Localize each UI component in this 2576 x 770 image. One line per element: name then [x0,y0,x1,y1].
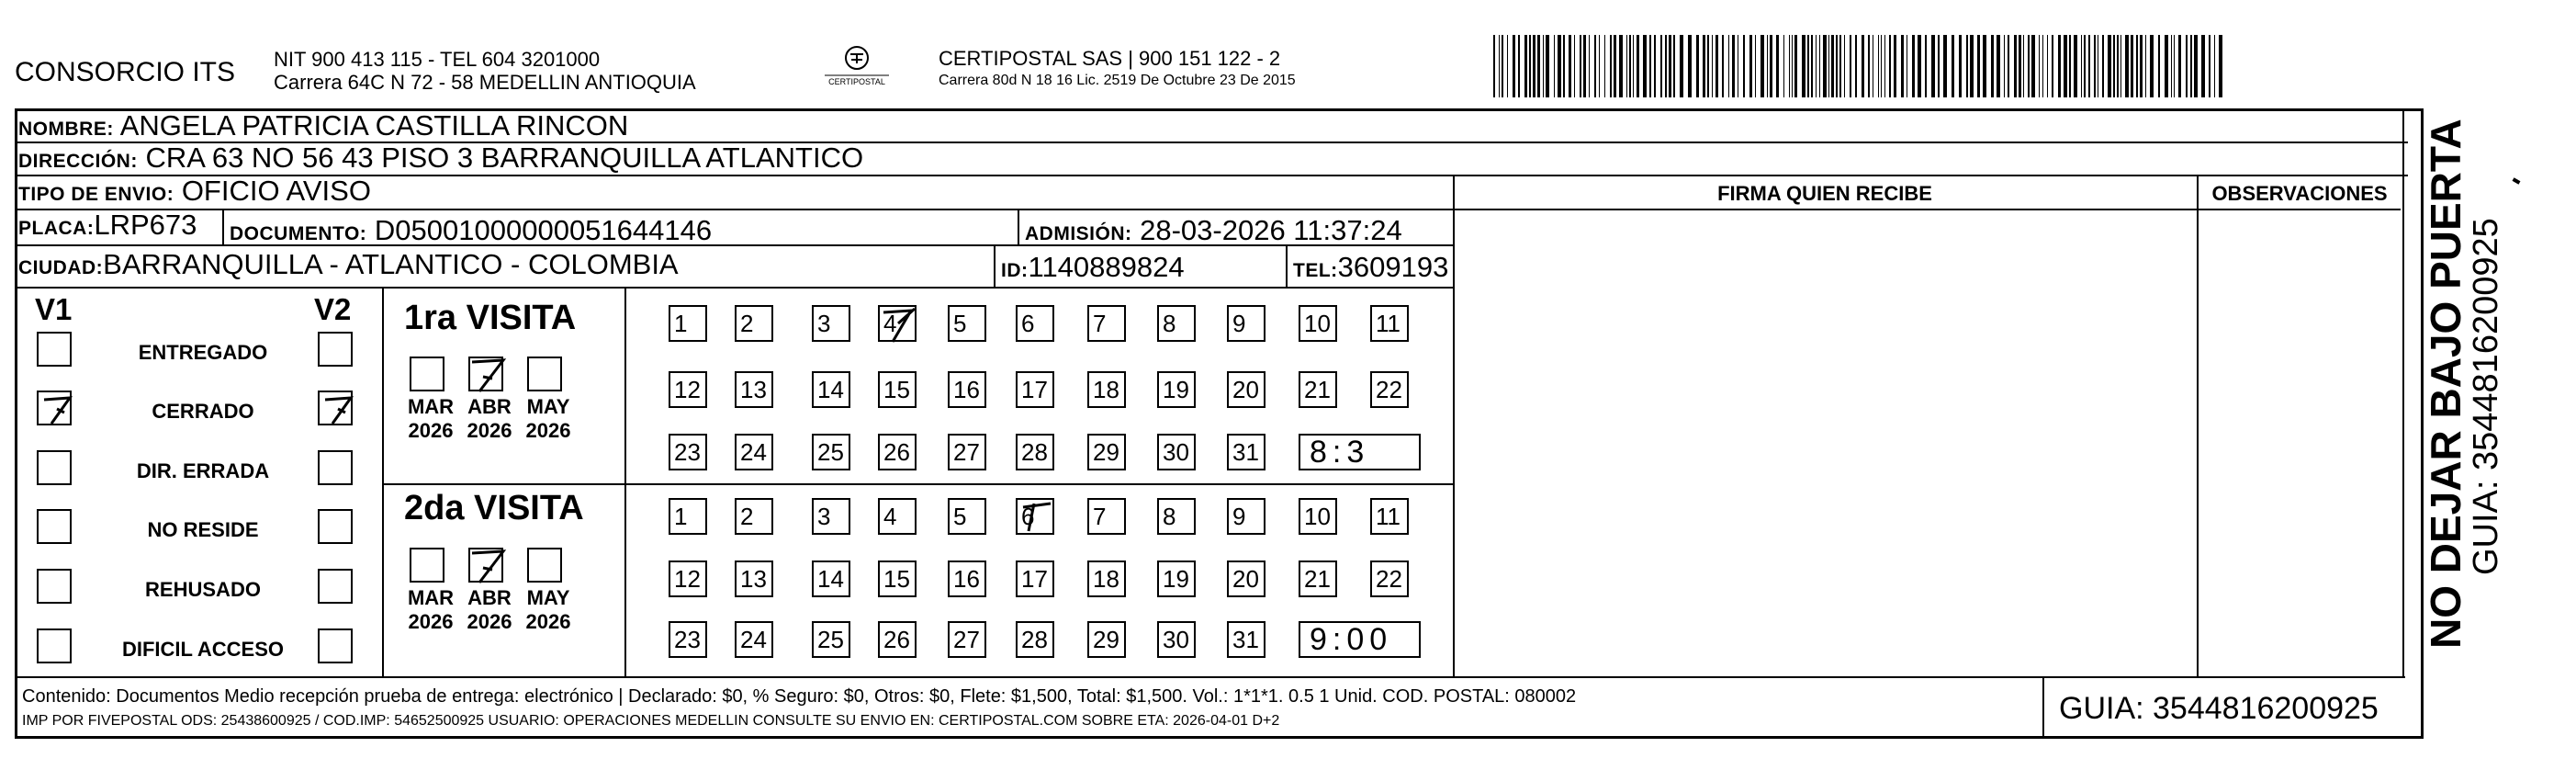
day-box[interactable]: 15 [878,371,917,408]
v2-checkbox[interactable] [318,450,353,485]
barcode-bar [2201,35,2205,97]
barcode-bar [2031,35,2035,97]
day-box[interactable]: 23 [669,434,707,470]
certipostal-info [939,48,1296,92]
month-label: MAY [526,586,570,609]
barcode-bar [1811,35,1813,97]
barcode-bar [1807,35,1809,97]
barcode-bar [1673,35,1675,97]
day-box[interactable]: 24 [735,434,773,470]
barcode-bar [1819,35,1820,97]
barcode-bar [1722,35,1724,97]
tel-field [1293,251,1448,284]
day-box[interactable]: 11 [1370,498,1409,535]
day-box[interactable]: 6 [1016,498,1054,535]
barcode-bar [1918,35,1921,97]
barcode-bar [1649,35,1651,97]
time-box[interactable]: 9:00 [1299,621,1421,658]
tipo-value: OFICIO AVISO [181,175,371,207]
nit-line: NIT 900 413 115 - TEL 604 3201000 [274,48,601,71]
barcode-bar [2028,35,2030,97]
barcode-bar [2117,35,2119,97]
day-box[interactable]: 13 [735,561,773,597]
day-box[interactable]: 31 [1227,621,1266,658]
day-box[interactable]: 5 [948,305,986,342]
barcode-bar [1574,35,1575,97]
barcode-bar [1493,35,1495,97]
barcode-bar [1633,35,1634,97]
day-box[interactable]: 20 [1227,371,1266,408]
barcode-bar [1583,35,1586,97]
barcode-bar [1850,35,1851,97]
barcode-bar [2008,35,2009,97]
barcode-bar [1912,35,1915,97]
day-box[interactable]: 9 [1227,498,1266,535]
barcode-bar [2171,35,2172,97]
day-box[interactable]: 2 [735,498,773,535]
divider [1018,210,1019,246]
day-box[interactable]: 2 [735,305,773,342]
day-box[interactable]: 25 [812,434,850,470]
v2-label: V2 [314,292,352,326]
barcode-bar [2150,35,2154,97]
second-visit-title: 2da VISITA [404,489,584,527]
day-box[interactable]: 6 [1016,305,1054,342]
day-box[interactable]: 17 [1016,561,1054,597]
barcode-bar [1619,35,1623,97]
barcode-bar [1868,35,1870,97]
day-box[interactable]: 14 [812,561,850,597]
barcode-bar [2120,35,2121,97]
divider [222,210,224,246]
day-box[interactable]: 24 [735,621,773,658]
day-box[interactable]: 14 [812,371,850,408]
day-box[interactable]: 29 [1087,434,1126,470]
day-box[interactable]: 7 [1087,498,1126,535]
barcode-bar [1703,35,1705,97]
month-checkbox[interactable] [527,357,562,391]
barcode-bar [1660,35,1662,97]
v1-checkbox[interactable] [37,569,72,604]
month-year: 2026 [525,610,571,633]
barcode-bar [2047,35,2048,97]
status-label: ENTREGADO [138,341,268,364]
day-box[interactable]: 16 [948,561,986,597]
barcode-bar [1983,35,1986,97]
day-box[interactable]: 20 [1227,561,1266,597]
v2-checkbox[interactable] [318,628,353,663]
barcode-bar [2042,35,2043,97]
barcode-bar [1831,35,1834,97]
barcode-bar [1599,35,1600,97]
day-box[interactable]: 16 [948,371,986,408]
barcode-bar [1507,35,1508,97]
day-box[interactable]: 30 [1157,434,1196,470]
tipo-row [15,176,1453,210]
barcode-bar [1518,35,1520,97]
barcode-bar [2178,35,2181,97]
handwritten-check-mark [468,357,507,400]
month-year: 2026 [467,419,512,442]
v1-checkbox[interactable] [37,332,72,367]
barcode-bar [1533,35,1535,97]
barcode-bar [2058,35,2061,97]
barcode-bar [2165,35,2168,97]
barcode-bar [1715,35,1718,97]
barcode-bar [2074,35,2077,97]
barcode-bar [1844,35,1845,97]
barcode-bar [1743,35,1745,97]
footer-content: Contenido: Documentos Medio recepción prueba de entrega: electrónico | Declarado: $0, % Seguro: $0, Otros: $0, Flete: $1,500, Total: $1,500. Vol.: 1*1*1. 0.5 1 Unid. COD. POSTAL: 080002 [22,686,1577,707]
seal-text: CERTIPOSTAL [828,77,885,86]
day-box[interactable]: 18 [1087,371,1126,408]
ciudad-value: BARRANQUILLA - ATLANTICO - COLOMBIA [103,248,679,280]
status-label: REHUSADO [145,578,261,601]
status-label: DIFICIL ACCESO [121,638,284,661]
month-year: 2026 [525,419,571,442]
barcode-bar [1991,35,1994,97]
barcode-bar [2145,35,2146,97]
day-box[interactable]: 8 [1157,498,1196,535]
barcode-bar [2174,35,2175,97]
day-box[interactable]: 10 [1299,305,1337,342]
day-box[interactable]: 27 [948,434,986,470]
direccion-row [15,143,2408,176]
month-label: ABR [467,586,512,609]
day-box[interactable]: 1 [669,498,707,535]
barcode-bar [1938,35,1940,97]
barcode-bar [1889,35,1891,97]
barcode-bar [1977,35,1980,97]
ciudad-label: CIUDAD: [18,257,104,278]
day-box[interactable]: 4 [878,498,917,535]
barcode-bar [2039,35,2040,97]
time-box[interactable]: 8:3 [1299,434,1421,470]
barcode-bar [2158,35,2160,97]
barcode-bar [1665,35,1667,97]
barcode-bar [1755,35,1756,97]
barcode-bar [2140,35,2143,97]
month-checkbox[interactable] [527,548,562,583]
certipostal-seal [816,41,898,96]
divider [1286,246,1288,289]
barcode-bar [1878,35,1879,97]
barcode-bar [1643,35,1647,97]
barcode-bar [1952,35,1954,97]
barcode-bar [2014,35,2017,97]
handwritten-day-mark [1016,498,1056,541]
id-value: 1140889824 [1028,251,1185,283]
day-box[interactable]: 18 [1087,561,1126,597]
v1-checkbox[interactable] [37,509,72,544]
day-box[interactable]: 21 [1299,561,1337,597]
divider [382,289,384,676]
barcode-bar [1836,35,1838,97]
status-label: DIR. ERRADA [136,459,270,482]
handwritten-check-mark [468,548,507,591]
day-box[interactable]: 1 [669,305,707,342]
barcode-bar [1997,35,2000,97]
day-box[interactable]: 12 [669,371,707,408]
day-box[interactable]: 29 [1087,621,1126,658]
barcode-bar [2102,35,2104,97]
day-box[interactable]: 23 [669,621,707,658]
month-label: MAR [407,395,455,418]
barcode-bar [2190,35,2192,97]
barcode-bar [1884,35,1885,97]
barcode-bar [1513,35,1515,97]
day-box[interactable]: 3 [812,305,850,342]
barcode-bar [1537,35,1540,97]
direccion-label: DIRECCIÓN: [18,151,138,172]
barcode-bar [2113,35,2115,97]
footer-print-info: IMP POR FIVEPOSTAL ODS: 25438600925 / COD.IMP: 54652500925 USUARIO: OPERACIONES MEDELLIN CONSULTE SU ENVIO EN: CERTIPOSTAL.COM SOBRE ETA: 2026-04-01 D+2 [22,713,1280,729]
barcode-bar [1862,35,1864,97]
month-label: MAR [407,586,455,609]
nombre-value: ANGELA PATRICIA CASTILLA RINCON [119,109,629,142]
barcode-bar [1669,35,1671,97]
v1-checkbox[interactable] [37,628,72,663]
placa-label: PLACA: [18,218,95,239]
barcode-bar [1499,35,1500,97]
barcode-bar [2084,35,2086,97]
month-year: 2026 [408,419,454,442]
barcode-bar [2209,35,2210,97]
barcode-bar [1563,35,1565,97]
observaciones-header: OBSERVACIONES [2199,176,2401,210]
status-label: CERRADO [152,400,254,423]
day-box[interactable]: 17 [1016,371,1054,408]
barcode-bar [2125,35,2129,97]
barcode-bar [1794,35,1797,97]
handwritten-day-mark [878,305,918,348]
barcode-bar [2019,35,2021,97]
barcode-bar [1760,35,1764,97]
barcode-bar [1792,35,1793,97]
tipo-label: TIPO DE ENVIO: [18,184,174,205]
v2-checkbox[interactable] [318,509,353,544]
v2-checkbox[interactable] [318,332,353,367]
day-box[interactable]: 19 [1157,371,1196,408]
barcode-bar [2108,35,2111,97]
nombre-row [15,111,2408,143]
barcode-bar [1529,35,1531,97]
barcode-bar [1901,35,1904,97]
barcode-bar [1789,35,1790,97]
barcode-bar [1816,35,1817,97]
barcode-bar [2214,35,2215,97]
certipostal-license: Carrera 80d N 18 16 Lic. 2519 De Octubre 23 De 2015 [939,73,1296,88]
barcode-bar [2081,35,2082,97]
barcode-bar [1546,35,1549,97]
day-box[interactable]: 12 [669,561,707,597]
barcode-bar [1770,35,1772,97]
barcode-bar [1558,35,1561,97]
obs-right-border [2402,111,2404,676]
handwritten-check-mark [320,392,354,432]
side-guia: GUIA: 3544816200925 [2467,218,2505,575]
divider [382,483,1453,485]
barcode-bar [1802,35,1805,97]
barcode-bar [1610,35,1612,97]
id-field [1001,251,1185,284]
company-name: CONSORCIO ITS [15,57,236,87]
ciudad-row [15,246,1453,289]
day-box[interactable]: 28 [1016,621,1054,658]
company-address: Carrera 64C N 72 - 58 MEDELLIN ANTIOQUIA [274,71,696,94]
barcode-bar [2023,35,2024,97]
barcode-bar [2131,35,2133,97]
barcode-bar [1554,35,1555,97]
day-box[interactable]: 22 [1370,561,1409,597]
barcode-bar [1855,35,1857,97]
divider [624,289,626,676]
v2-checkbox[interactable] [318,569,353,604]
barcode-bar [1637,35,1639,97]
month-year: 2026 [467,610,512,633]
divider [994,246,996,289]
day-box[interactable]: 9 [1227,305,1266,342]
barcode-bar [1594,35,1596,97]
barcode-bar [1543,35,1544,97]
barcode-bar [2186,35,2188,97]
month-label: MAY [526,395,570,418]
barcode-bar [1712,35,1713,97]
day-box[interactable]: 26 [878,621,917,658]
barcode-bar [1696,35,1699,97]
firma-header: FIRMA QUIEN RECIBE [1453,176,2197,210]
barcode-bar [1614,35,1616,97]
barcode-bar [1680,35,1683,97]
day-box[interactable]: 31 [1227,434,1266,470]
day-box[interactable]: 26 [878,434,917,470]
barcode-bar [1502,35,1503,97]
no-dejar-warning: NO DEJAR BAJO PUERTA [2422,119,2469,649]
v1-label: V1 [35,292,73,326]
barcode-bar [1970,35,1974,97]
barcode-bar [1629,35,1631,97]
day-box[interactable]: 21 [1299,371,1337,408]
barcode-bar [2219,35,2222,97]
barcode-bar [1839,35,1841,97]
admision-label: ADMISIÓN: [1025,223,1132,244]
barcode-bar [1604,35,1605,97]
day-box[interactable]: 27 [948,621,986,658]
barcode-bar [1580,35,1581,97]
barcode-bar [2004,35,2005,97]
day-box[interactable]: 3 [812,498,850,535]
barcode-bar [1931,35,1935,97]
month-label: ABR [467,395,512,418]
barcode-bar [1828,35,1829,97]
firma-left-border [1453,176,1455,676]
barcode-bar [2194,35,2198,97]
barcode-bar [1767,35,1768,97]
barcode-bar [1943,35,1947,97]
barcode-bar [1959,35,1962,97]
handwritten-check-mark [39,392,73,432]
id-label: ID: [1001,260,1029,281]
barcode-bar [1569,35,1571,97]
barcode-bar [2064,35,2067,97]
barcode-bar [1749,35,1752,97]
day-box[interactable]: 25 [812,621,850,658]
certipostal-nit: CERTIPOSTAL SAS | 900 151 122 - 2 [939,47,1281,70]
tel-label: TEL: [1293,260,1338,281]
barcode-bar [2069,35,2071,97]
obs-left-border [2197,176,2199,676]
direccion-value: CRA 63 NO 56 43 PISO 3 BARRANQUILLA ATLANTICO [145,142,864,174]
day-box[interactable]: 4 [878,305,917,342]
barcode-bar [1823,35,1827,97]
month-checkbox[interactable] [410,548,444,583]
v1-checkbox[interactable] [37,450,72,485]
first-visit-title: 1ra VISITA [404,299,577,337]
day-box[interactable]: 22 [1370,371,1409,408]
documento-label: DOCUMENTO: [230,223,367,244]
barcode-bar [1688,35,1692,97]
barcode-bar [1894,35,1896,97]
day-box[interactable]: 13 [735,371,773,408]
admision-value: 28-03-2026 11:37:24 [1140,214,1402,246]
barcode-bar [1776,35,1779,97]
barcode-bar [1881,35,1882,97]
divider [15,676,2405,678]
admision-field [1025,214,1402,247]
company-contact [274,48,696,94]
barcode-bar [2136,35,2138,97]
barcode [1493,35,2226,97]
placa-value: LRP673 [94,209,197,241]
status-label: NO RESIDE [147,518,259,541]
day-box[interactable]: 10 [1299,498,1337,535]
guia-number: GUIA: 3544816200925 [2059,691,2379,726]
day-box[interactable]: 8 [1157,305,1196,342]
day-box[interactable]: 30 [1157,621,1196,658]
documento-field [230,214,712,247]
barcode-bar [2088,35,2090,97]
tel-value: 3609193 [1337,251,1449,283]
day-box[interactable]: 15 [878,561,917,597]
documento-value: D05001000000051644146 [374,214,713,246]
barcode-bar [1654,35,1656,97]
barcode-bar [1707,35,1709,97]
barcode-bar [1728,35,1729,97]
barcode-bar [1966,35,1968,97]
month-checkbox[interactable] [410,357,444,391]
day-box[interactable]: 19 [1157,561,1196,597]
barcode-bar [1732,35,1735,97]
divider [2042,676,2044,739]
barcode-bar [2094,35,2096,97]
month-year: 2026 [408,610,454,633]
day-box[interactable]: 11 [1370,305,1409,342]
stray-mark [2513,177,2521,184]
day-box[interactable]: 28 [1016,434,1054,470]
barcode-bar [1783,35,1784,97]
barcode-bar [1589,35,1590,97]
barcode-bar [1626,35,1627,97]
barcode-bar [1524,35,1527,97]
day-box[interactable]: 7 [1087,305,1126,342]
nombre-label: NOMBRE: [18,119,114,140]
day-box[interactable]: 5 [948,498,986,535]
barcode-bar [2052,35,2053,97]
barcode-bar [1925,35,1927,97]
